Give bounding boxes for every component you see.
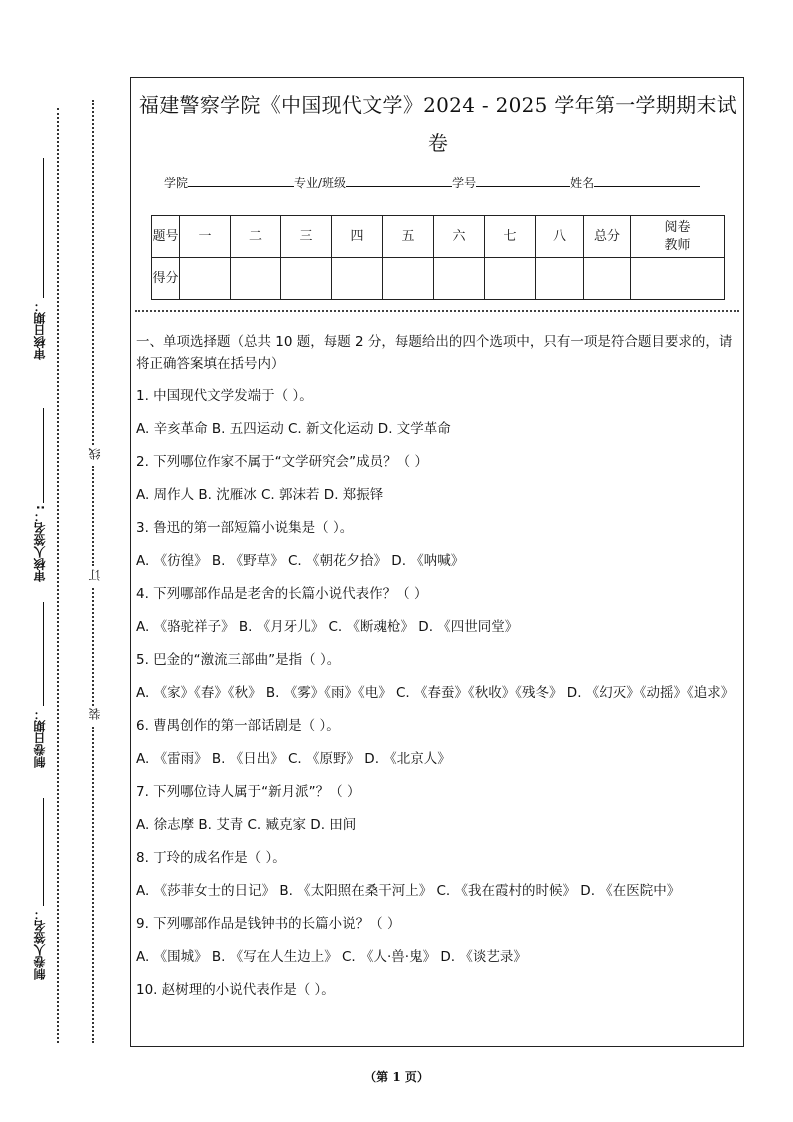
header-cell-total: 总分 [584,216,631,258]
binding-char-ding: 订 [88,569,102,581]
score-cell[interactable] [231,258,281,300]
question-section [136,331,740,1012]
student-id-label: 学号 [452,176,477,190]
name-field[interactable] [594,175,700,187]
question-stem: 3. 鲁迅的第一部短篇小说集是（ ）。 [136,520,354,536]
question-options: A. 《围城》 B. 《写在人生边上》 C. 《人·兽·鬼》 D. 《谈艺录》 [136,949,527,965]
score-cell[interactable] [281,258,332,300]
binding-dotted-line-1 [92,100,94,445]
score-table [151,215,725,300]
title-line-2: 卷 [427,131,449,155]
question-stem: 4. 下列哪部作品是老舍的长篇小说代表作？（ ） [136,586,428,602]
header-cell: 二 [231,216,281,258]
binding-char-zhuang: 装 [88,708,102,720]
header-cell: 七 [485,216,536,258]
header-cell: 一 [180,216,231,258]
header-cell: 四 [332,216,383,258]
score-cell[interactable] [332,258,383,300]
question-stem: 7. 下列哪位诗人属于“新月派”？（ ） [136,784,361,800]
header-cell-reviewer: 阅卷教师 [631,216,725,258]
make-date-label: 制卷日期： [33,708,47,768]
question-options: A. 《莎菲女士的日记》 B. 《太阳照在桑干河上》 C. 《我在霞村的时候》 D. 《在医院中》 [136,883,681,899]
make-date-line [43,602,44,706]
question-stem: 10. 赵树理的小说代表作是（ ）。 [136,982,335,998]
section-heading: 一、单项选择题（总共 10 题，每题 2 分，每题给出的四个选项中，只有一项是符合题目要求的，请将正确答案填在括号内） [136,334,733,372]
dotted-separator [135,310,739,312]
score-table-header-row [152,216,725,258]
question-stem: 5. 巴金的“激流三部曲”是指（ ）。 [136,652,341,668]
approver-signature-label: 审核人签名：: [33,505,47,582]
student-info-row [164,174,700,191]
score-cell-reviewer[interactable] [631,258,725,300]
binding-dotted-line-2 [92,466,94,566]
question-stem: 1. 中国现代文学发端于（ ）。 [136,388,313,404]
approve-date-line [43,158,44,298]
score-cell[interactable] [434,258,485,300]
header-cell-question-no: 题号 [152,216,180,258]
exam-paper [130,77,744,1047]
score-cell[interactable] [383,258,434,300]
score-cell-total[interactable] [584,258,631,300]
question-stem: 8. 丁玲的成名作是（ ）。 [136,850,286,866]
question-options: A. 《骆驼祥子》 B. 《月牙儿》 C. 《断魂枪》 D. 《四世同堂》 [136,619,519,635]
score-row-label: 得分 [152,258,180,300]
score-cell[interactable] [180,258,231,300]
header-cell: 五 [383,216,434,258]
score-cell[interactable] [485,258,536,300]
binding-char-xian: 线 [88,448,102,460]
title-line-1: 福建警察学院《中国现代文学》2024 - 2025 学年第一学期期末试 [138,93,738,117]
binding-dotted-line-3 [92,588,94,706]
header-cell: 六 [434,216,485,258]
binding-dotted-line-outer [57,108,59,1043]
question-options: A. 《雷雨》 B. 《日出》 C. 《原野》 D. 《北京人》 [136,751,451,767]
college-field[interactable] [188,175,294,187]
header-cell: 八 [536,216,584,258]
maker-signature-label: 制卷人签名： [33,908,47,980]
approve-date-label: 审核日期： [33,300,47,360]
major-class-label: 专业/班级 [294,176,347,190]
score-cell[interactable] [536,258,584,300]
maker-signature-line [43,798,44,906]
question-options: A. 周作人 B. 沈雁冰 C. 郭沫若 D. 郑振铎 [136,487,384,503]
college-label: 学院 [164,176,189,190]
student-id-field[interactable] [476,175,570,187]
question-options: A. 徐志摩 B. 艾青 C. 臧克家 D. 田间 [136,817,357,833]
score-table-score-row [152,258,725,300]
question-stem: 9. 下列哪部作品是钱钟书的长篇小说？（ ） [136,916,401,932]
question-stem: 6. 曹禺创作的第一部话剧是（ ）。 [136,718,340,734]
question-options: A. 《家》《春》《秋》 B. 《雾》《雨》《电》 C. 《春蚕》《秋收》《残冬》 D. 《幻灭》《动摇》《追求》 [136,685,735,701]
question-options: A. 辛亥革命 B. 五四运动 C. 新文化运动 D. 文学革命 [136,421,451,437]
question-stem: 2. 下列哪位作家不属于“文学研究会”成员？（ ） [136,454,428,470]
approver-signature-line [43,408,44,503]
exam-title [131,86,745,162]
question-options: A. 《彷徨》 B. 《野草》 C. 《朝花夕拾》 D. 《呐喊》 [136,553,465,569]
page-number: （第 1 页） [364,1070,429,1084]
header-cell: 三 [281,216,332,258]
major-class-field[interactable] [346,175,452,187]
binding-dotted-line-4 [92,727,94,1043]
name-label: 姓名 [570,176,595,190]
